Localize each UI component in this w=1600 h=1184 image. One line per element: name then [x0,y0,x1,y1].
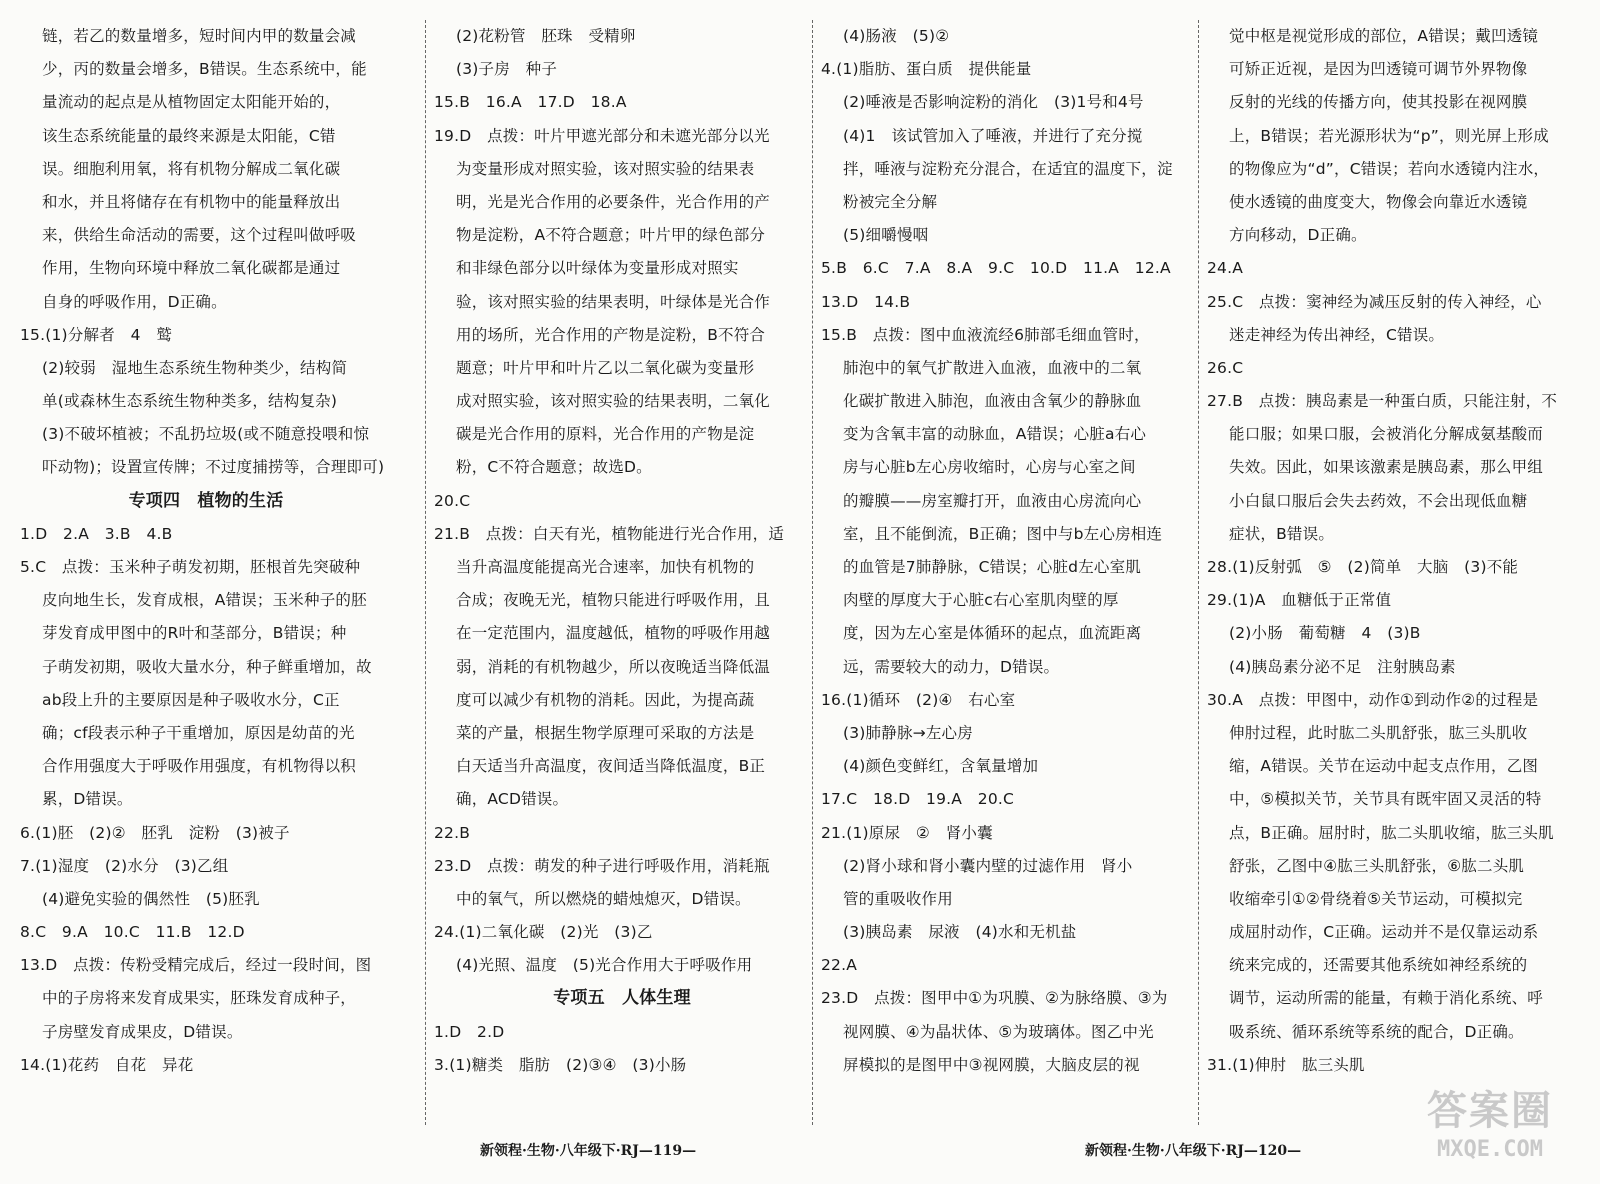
text-line: 调节，运动所需的能量，有赖于消化系统、呼 [1229,989,1544,1008]
text-line: 用的场所，光合作用的产物是淀粉，B不符合 [456,325,766,344]
text-line: (3)不破坏植被；不乱扔垃圾(或不随意投喂和惊 [42,425,370,444]
text-line: (3)肺静脉→左心房 [843,723,973,742]
text-line: 来，供给生命活动的需要，这个过程叫做呼吸 [42,226,357,245]
text-line: 5.C 点拨：玉米种子萌发初期，胚根首先突破种 [20,558,361,576]
answer-column-3 [812,20,1197,1125]
text-line: 变为含氧丰富的动脉血，A错误；心脏a右心 [843,425,1147,444]
text-line: (4)避免实验的偶然性 (5)胚乳 [42,889,260,908]
text-line: 作用，生物向环境中释放二氧化碳都是通过 [42,259,341,278]
text-line: 28.(1)反射弧 ⑤ (2)简单 大脑 (3)不能 [1207,558,1519,576]
text-line: 少，丙的数量会增多，B错误。生态系统中，能 [42,60,367,79]
text-line: 19.D 点拨：叶片甲遮光部分和未遮光部分以光 [434,126,770,145]
text-line: 确，ACD错误。 [456,790,569,809]
page-footer-120: 新领程·生物·八年级下·RJ—120— [1085,1143,1302,1159]
text-line: 反射的光线的传播方向，使其投影在视网膜 [1229,93,1528,112]
text-line: 合作用强度大于呼吸作用强度，有机物得以积 [42,757,357,776]
text-line: 的血管是7肺静脉，C错误；心脏d左心室肌 [843,558,1142,576]
text-line: 25.C 点拨：窦神经为减压反射的传入神经，心 [1207,292,1542,311]
text-line: (5)细嚼慢咽 [843,226,929,245]
text-line: 15.(1)分解者 4 鹫 [20,325,173,344]
text-line: 度，因为左心室是体循环的起点，血流距离 [843,624,1142,643]
text-line: (4)颜色变鲜红，含氧量增加 [843,757,1039,776]
text-line: 为变量形成对照实验，该对照实验的结果表 [456,159,755,178]
text-line: 缩，A错误。关节在运动中起支点作用，乙图 [1229,757,1539,776]
text-line: 舒张，乙图中④肱三头肌舒张，⑥肱二头肌 [1229,856,1525,875]
text-line: 小白鼠口服后会失去药效，不会出现低血糖 [1229,491,1528,510]
text-line: 1.D 2.D [434,1022,505,1041]
answer-column-4 [1198,20,1583,1125]
text-line: 链，若乙的数量增多，短时间内甲的数量会减 [42,27,357,45]
text-line: 子房壁发育成果皮，D错误。 [42,1022,243,1041]
text-line: 白天适当升高温度，夜间适当降低温度，B正 [456,757,766,776]
text-line: 的物像应为“d”，C错误；若向水透镜内注水， [1229,159,1550,178]
text-line: 皮向地生长，发育成根，A错误；玉米种子的胚 [42,591,367,610]
text-line: 房与心脏b左心房收缩时，心房与心室之间 [843,458,1136,477]
text-line: 3.(1)糖类 脂肪 (2)③④ (3)小肠 [434,1055,687,1074]
text-line: 5.B 6.C 7.A 8.A 9.C 10.D 11.A 12.A [821,259,1171,278]
text-line: (4)1 该试管加入了唾液，并进行了充分搅 [843,126,1143,145]
answer-column-2 [425,20,810,1125]
text-line: (2)肾小球和肾小囊内壁的过滤作用 肾小 [843,856,1133,875]
text-line: 成屈肘动作，C正确。运动并不是仅靠运动系 [1229,923,1539,942]
text-line: 点，B正确。屈肘时，肱二头肌收缩，肱三头肌 [1229,823,1554,842]
text-line: (2)较弱 湿地生态系统生物种类少，结构简 [42,358,348,377]
text-line: (4)肠液 (5)② [843,27,950,45]
text-line: 粉，C不符合题意；故选D。 [456,458,652,477]
text-line: 13.D 14.B [821,292,911,311]
text-line: 26.C [1207,358,1244,377]
text-line: 粉被完全分解 [843,192,938,211]
text-line: 中，⑤模拟关节，关节具有既牢固又灵活的特 [1229,790,1542,809]
text-line: 23.D 点拨：萌发的种子进行呼吸作用，消耗瓶 [434,856,770,875]
text-line: 屏模拟的是图甲中③视网膜，大脑皮层的视 [843,1055,1140,1074]
text-line: 成对照实验，该对照实验的结果表明，二氧化 [456,392,771,411]
text-line: 13.D 点拨：传粉受精完成后，经过一段时间，图 [20,956,372,975]
text-line: 自身的呼吸作用，D正确。 [42,292,227,311]
text-line: 中的子房将来发育成果实，胚珠发育成种子， [42,989,357,1008]
text-line: 肉壁的厚度大于心脏c右心室肌肉壁的厚 [843,591,1119,610]
text-line: 24.(1)二氧化碳 (2)光 (3)乙 [434,923,653,942]
watermark-logo [1390,1085,1590,1180]
text-line: 度可以减少有机物的消耗。因此，为提高蔬 [456,690,755,709]
text-line: 27.B 点拨：胰岛素是一种蛋白质，只能注射，不 [1207,392,1558,411]
text-line: ab段上升的主要原因是种子吸收水分，C正 [42,690,340,709]
text-line: 使水透镜的曲度变大，物像会向靠近水透镜 [1229,192,1528,211]
text-line: 量流动的起点是从植物固定太阳能开始的， [42,93,341,112]
text-line: 迷走神经为传出神经，C错误。 [1229,325,1445,344]
text-line: 芽发育成甲图中的R叶和茎部分，B错误；种 [42,624,347,643]
text-line: 碳是光合作用的原料，光合作用的产物是淀 [456,425,755,444]
text-line: 收缩牵引①②骨绕着⑤关节运动，可模拟完 [1229,889,1523,908]
text-line: 视网膜、④为晶状体、⑤为玻璃体。图乙中光 [843,1022,1154,1041]
text-line: 能口服；如果口服，会被消化分解成氨基酸而 [1229,425,1544,444]
text-line: 7.(1)湿度 (2)水分 (3)乙组 [20,856,229,875]
text-line: 误。细胞利用氧，将有机物分解成二氧化碳 [42,159,341,178]
text-line: 明，光是光合作用的必要条件，光合作用的产 [456,192,771,211]
text-line: 方向移动，D正确。 [1229,226,1367,245]
text-line: 化碳扩散进入肺泡，血液由含氧少的静脉血 [843,392,1142,411]
text-line: 的瓣膜——房室瓣打开，血液由心房流向心 [843,491,1142,510]
text-line: 22.B [434,823,471,842]
text-line: 物是淀粉，A不符合题意；叶片甲的绿色部分 [456,226,766,245]
text-line: 失效。因此，如果该激素是胰岛素，那么甲组 [1229,458,1544,477]
text-line: 23.D 点拨：图甲中①为巩膜、②为脉络膜、③为 [821,989,1168,1008]
text-line: (2)花粉管 胚珠 受精卵 [456,27,636,45]
text-line: 21.(1)原尿 ② 肾小囊 [821,823,993,842]
text-line: 15.B 16.A 17.D 18.A [434,93,627,112]
text-line: 可矫正近视，是因为凹透镜可调节外界物像 [1229,60,1528,79]
text-line: 统来完成的，还需要其他系统如神经系统的 [1229,956,1528,975]
text-line: 吓动物)；设置宣传牌；不过度捕捞等，合理即可) [42,458,385,477]
text-line: 拌，唾液与淀粉充分混合，在适宜的温度下，淀 [843,159,1173,178]
text-line: 在一定范围内，温度越低，植物的呼吸作用越 [456,624,771,643]
text-line: 24.A [1207,259,1244,278]
answer-column-1 [20,20,392,1125]
text-line: 觉中枢是视觉形成的部位，A错误；戴凹透镜 [1229,27,1539,45]
text-line: 20.C [434,491,471,510]
text-line: 当升高温度能提高光合速率，加快有机物的 [456,558,755,576]
text-line: 30.A 点拨：甲图中，动作①到动作②的过程是 [1207,690,1539,709]
text-line: (3)胰岛素 尿液 (4)水和无机盐 [843,923,1077,942]
text-line: 菜的产量，根据生物学原理可采取的方法是 [456,723,755,742]
text-line: 吸系统、循环系统等系统的配合，D正确。 [1229,1022,1524,1041]
text-line: 单(或森林生态系统生物种类多，结构复杂) [42,392,338,411]
section-heading: 专项五 人体生理 [553,988,691,1009]
text-line: 29.(1)A 血糖低于正常值 [1207,591,1392,610]
text-line: 和非绿色部分以叶绿体为变量形成对照实 [456,259,739,278]
text-line: (3)子房 种子 [456,60,558,79]
text-line: (4)胰岛素分泌不足 注射胰岛素 [1229,657,1456,676]
text-line: 题意；叶片甲和叶片乙以二氧化碳为变量形 [456,358,755,377]
text-line: 6.(1)胚 (2)② 胚乳 淀粉 (3)被子 [20,823,290,842]
text-line: 远，需要较大的动力，D错误。 [843,657,1060,676]
text-line: 累，D错误。 [42,790,133,809]
text-line: 31.(1)伸肘 肱三头肌 [1207,1055,1365,1074]
text-line: 16.(1)循环 (2)④ 右心室 [821,690,1016,709]
text-line: 22.A [821,956,858,975]
text-line: 确；cf段表示种子干重增加，原因是幼苗的光 [42,723,355,742]
text-line: 4.(1)脂肪、蛋白质 提供能量 [821,60,1032,79]
watermark-url: MXQE.COM [1437,1137,1543,1162]
text-line: 合成；夜晚无光，植物只能进行呼吸作用，且 [456,591,771,610]
text-line: 症状，B错误。 [1229,524,1335,543]
text-line: 子萌发初期，吸收大量水分，种子鲜重增加，故 [42,657,372,676]
text-line: 弱，消耗的有机物越少，所以夜晚适当降低温 [456,657,771,676]
text-line: 管的重吸收作用 [843,889,953,908]
text-line: 室，且不能倒流，B正确；图中与b左心房相连 [843,524,1163,543]
text-line: 该生态系统能量的最终来源是太阳能，C错 [42,126,336,145]
text-line: 17.C 18.D 19.A 20.C [821,790,1015,809]
text-line: 验，该对照实验的结果表明，叶绿体是光合作 [456,292,771,311]
text-line: 肺泡中的氧气扩散进入血液，血液中的二氧 [843,358,1142,377]
text-line: 15.B 点拨：图中血液流经6肺部毛细血管时， [821,325,1150,344]
text-line: 伸肘过程，此时肱二头肌舒张，肱三头肌收 [1229,723,1528,742]
text-line: 21.B 点拨：白天有光，植物能进行光合作用，适 [434,524,785,543]
watermark-text: 答案圈 [1427,1088,1553,1134]
section-heading: 专项四 植物的生活 [128,490,284,511]
text-line: 中的氧气，所以燃烧的蜡烛熄灭，D错误。 [456,889,751,908]
text-line: (2)小肠 葡萄糖 4 (3)B [1229,624,1421,643]
text-line: 14.(1)花药 自花 异花 [20,1055,194,1074]
text-line: 和水，并且将储存在有机物中的能量释放出 [42,192,341,211]
text-line: 8.C 9.A 10.C 11.B 12.D [20,923,245,942]
text-line: (2)唾液是否影响淀粉的消化 (3)1号和4号 [843,93,1144,112]
page-footer-119: 新领程·生物·八年级下·RJ—119— [480,1143,697,1159]
text-line: 1.D 2.A 3.B 4.B [20,524,173,543]
text-line: (4)光照、温度 (5)光合作用大于呼吸作用 [456,956,753,975]
text-line: 上，B错误；若光源形状为“p”，则光屏上形成 [1229,126,1549,145]
